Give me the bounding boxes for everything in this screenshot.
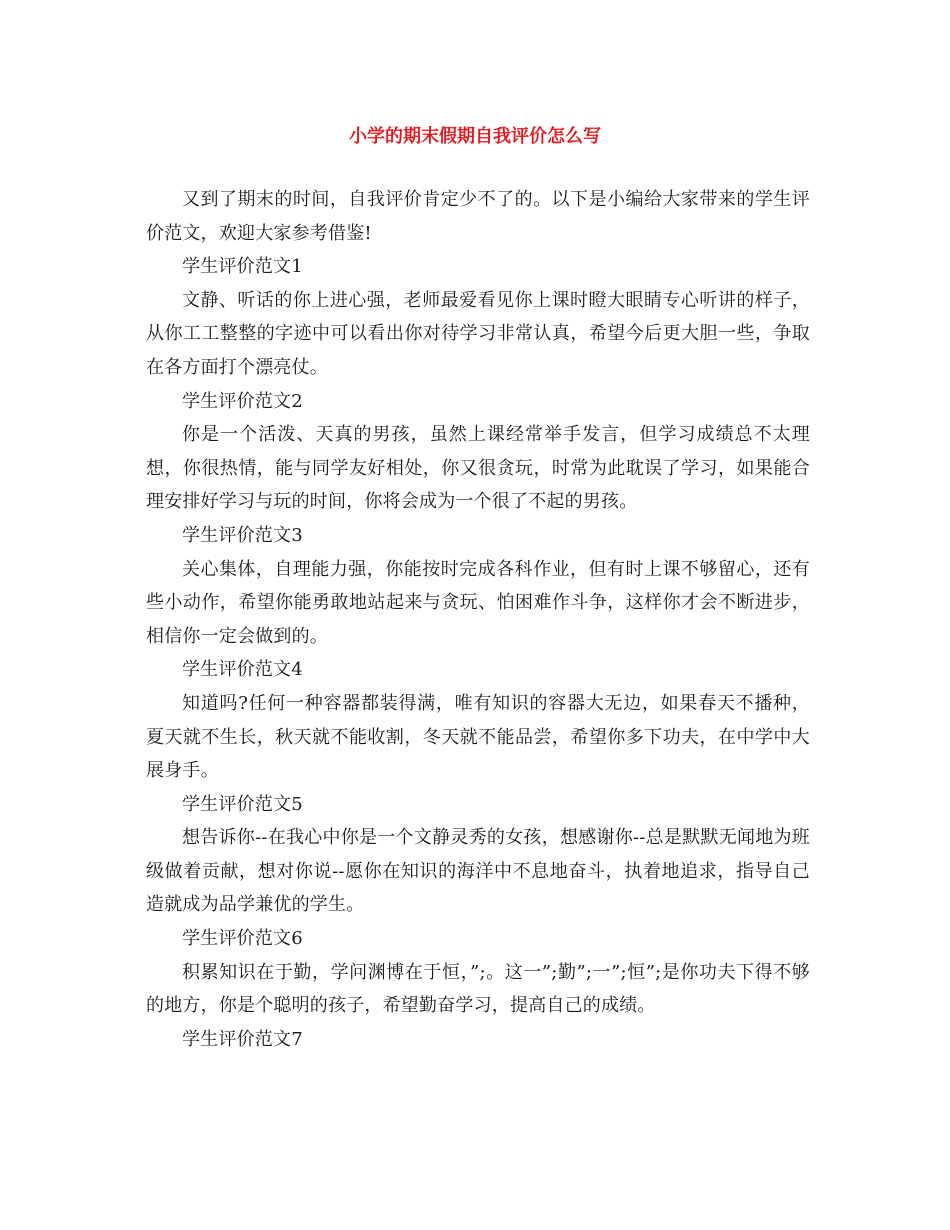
section-text-1: 文静、听话的你上进心强，老师最爱看见你上课时瞪大眼睛专心听讲的样子，从你工工整整的字迹中可以看出你对待学习非常认真，希望今后更大胆一些，争取在各方面打个漂亮仗。	[146, 289, 810, 378]
section-heading-3: 学生评价范文3	[182, 524, 303, 546]
section-text-5: 想告诉你--在我心中你是一个文静灵秀的女孩，想感谢你--总是默默无闻地为班级做着贡献，想对你说--愿你在知识的海洋中不息地奋斗，执着地追求，指导自己造就成为品学兼优的学生。	[146, 827, 810, 916]
section-text-4: 知道吗?任何一种容器都装得满，唯有知识的容器大无边，如果春天不播种，夏天就不生长，秋天就不能收割，冬天就不能品尝，希望你多下功夫，在中学中大展身手。	[146, 692, 810, 782]
section-heading-1: 学生评价范文1	[182, 256, 303, 278]
section-heading-7: 学生评价范文7	[182, 1028, 303, 1050]
section-heading-2: 学生评价范文2	[182, 390, 303, 412]
section-heading-6: 学生评价范文6	[182, 928, 303, 950]
intro-paragraph: 又到了期末的时间，自我评价肯定少不了的。以下是小编给大家带来的学生评价范文，欢迎大家参考借鉴!	[146, 189, 810, 244]
section-text-3: 关心集体，自理能力强，你能按时完成各科作业，但有时上课不够留心，还有些小动作，希望你能勇敢地站起来与贪玩、怕困难作斗争，这样你才会不断进步，相信你一定会做到的。	[146, 558, 810, 647]
section-heading-5: 学生评价范文5	[182, 793, 303, 815]
document-title: 小学的期末假期自我评价怎么写	[349, 126, 601, 147]
section-text-2: 你是一个活泼、天真的男孩，虽然上课经常举手发言，但学习成绩总不太理想，你很热情，能与同学友好相处，你又很贪玩，时常为此耽误了学习，如果能合理安排好学习与玩的时间，你将会成为一个很了不起的男孩。	[146, 424, 810, 513]
section-text-6: 积累知识在于勤，学问渊博在于恒，”;。这一”;勤”;一”;恒”;是你功夫下得不够的地方，你是个聪明的孩子，希望勤奋学习，提高自己的成绩。	[146, 961, 810, 1017]
section-heading-4: 学生评价范文4	[182, 659, 303, 681]
document-body	[146, 183, 810, 1056]
